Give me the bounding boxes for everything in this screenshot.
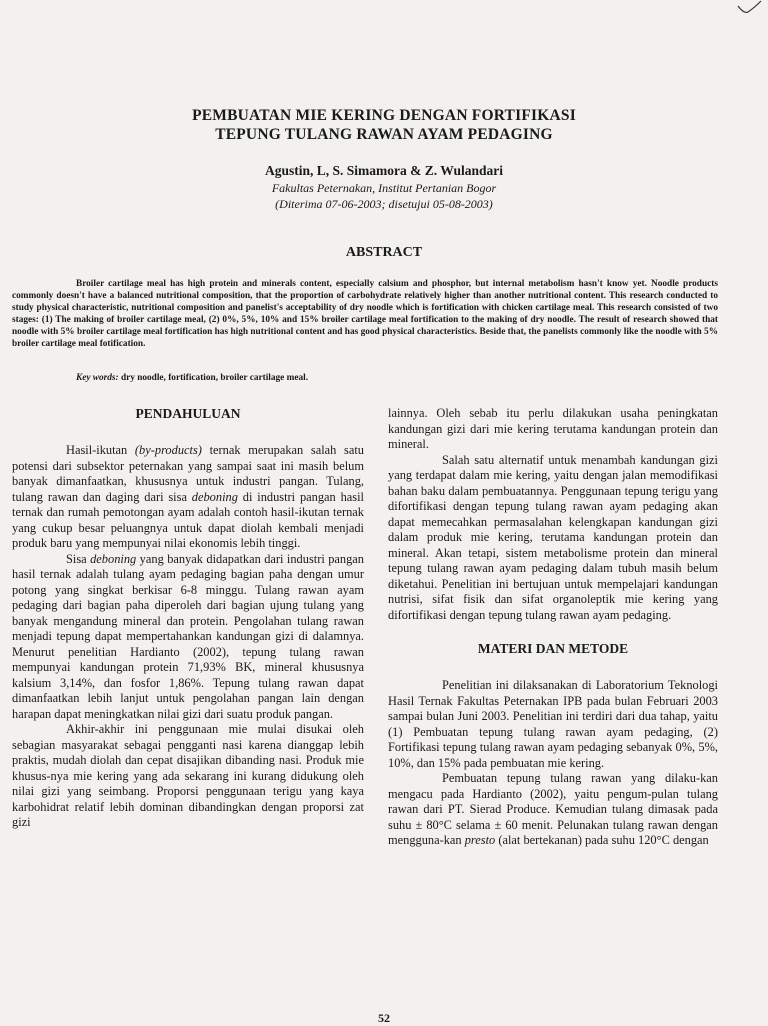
text-run: Pembuatan tepung tulang rawan yang dilaku-kan mengacu pada Hardianto (2002), yaitu pengum-pulan tulang rawan dari PT. Sierad Produce. Kemudian tulang dimasak pada suhu ± 80°C selama ± 60 menit. Pelunakan tulang rawan dengan mengguna-kan: [388, 771, 718, 847]
article-title: [0, 106, 768, 144]
text-run: di industri pangan hasil ternak dan rumah pemotongan ayam adalah contoh hasil-ikutan ternak yang cukup besar peluangnya untuk dapat diolah kembali menjadi produk baru yang mempunyai nilai ekonomis lebih tinggi.: [12, 489, 364, 550]
received-accepted-dates: (Diterima 07-06-2003; disetujui 05-08-2003): [275, 197, 493, 211]
title-line-1: PEMBUATAN MIE KERING DENGAN FORTIFIKASI: [192, 107, 576, 124]
paragraph: [12, 552, 364, 723]
text-run-italic: presto: [464, 833, 496, 847]
paragraph: Penelitian ini dilaksanakan di Laboratorium Teknologi Hasil Ternak Fakultas Peternakan IPB pada bulan Februari 2003 sampai bulan Juni 2003. Penelitian ini terdiri dari dua tahap, yaitu (1) Pembuatan tepung tulang rawan ayam pedaging, (2) Fortifikasi tepung tulang rawan ayam pedaging sebanyak 0%, 5%, 10%, dan 15% pada pembuatan mie kering.: [388, 678, 718, 770]
abstract-text: Broiler cartilage meal has high protein and minerals content, especially calsium and phosphor, but internal metabolism hasn't know yet. Noodle products commonly doesn't have a balanced nutritional composition, that the proportion of carbohydrate relatively higher than another nutritional content. This research conducted to study physical characteristic, nutritional composition and panelist's acceptability of dry noodle which is fortification with chicken cartilage meal. This research consisted of two stages: (1) The making of broiler cartilage meal, (2) 0%, 5%, 10% and 15% broiler cartilage meal fortification to the making of dry noodle. The result of research showed that noodle with 5% broiler cartilage meal fortification has high nutritional content and has good physical characteristics. Beside that, the panelists commonly like the noodle with 5% broiler cartilage meal fotification.: [12, 279, 718, 350]
section-heading-materi-dan-metode: MATERI DAN METODE: [477, 641, 629, 656]
paragraph: [388, 771, 718, 849]
right-column: [388, 406, 718, 849]
keywords-label: Key words:: [76, 373, 119, 383]
title-line-2: TEPUNG TULANG RAWAN AYAM PEDAGING: [215, 126, 553, 143]
paragraph: [12, 443, 364, 552]
text-run: yang banyak didapatkan dari industri pangan hasil ternak adalah tulang ayam pedaging bagian paha dengan umur potong yang singkat berkisar 6-8 minggu. Tulang rawan ayam pedaging dari bagian paha diperoleh dari bagian ujung tulang yang banyak mengandung mineral dan protein. Pengolahan tulang rawan menjadi tepung dapat mempertahankan kandungan gizi di dalamnya. Menurut penelitian Hardianto (2002), tepung tulang rawan mempunyai kandungan protein 71,93% BK, mineral khususnya kalsium 3,14%, dan fosfor 1,86%. Tepung tulang rawan dapat dimanfaatkan lebih lanjut untuk pengolahan pangan lain dengan harapan dapat meningkatkan nilai gizi dari suatu produk pangan.: [12, 551, 365, 721]
text-run: Hasil-ikutan: [66, 443, 135, 457]
text-run: (alat bertekanan) pada suhu 120°C dengan: [495, 833, 709, 847]
paragraph: Salah satu alternatif untuk menambah kandungan gizi yang terdapat dalam mie kering, yaitu dengan jalan memodifikasi bahan baku dalam pembuatannya. Penggunaan tepung terigu yang difortifikasi dengan tepung tulang rawan ayam pedaging akan dapat memecahkan permasalahan kelengkapan kandungan gizi dalam produk mie kering, terutama kandungan protein dan mineral. Akan tetapi, sistem metabolisme protein dan mineral tepung tulang rawan ayam pedaging dalam tubuh masih belum diketahui. Penelitian ini bertujuan untuk mempelajari kandungan nutrisi, sifat fisik dan sifat organoleptik mie kering yang difortifikasi dengan tepung tulang rawan ayam pedaging.: [388, 452, 718, 622]
keywords-text: dry noodle, fortification, broiler cartilage meal.: [120, 373, 309, 383]
text-run-italic: deboning: [90, 551, 137, 566]
authors: Agustin, L, S. Simamora & Z. Wulandari: [264, 163, 504, 178]
text-run: Sisa: [66, 551, 91, 566]
paragraph: lainnya. Oleh sebab itu perlu dilakukan usaha peningkatan kandungan gizi dari mie kering terutama kandungan protein dan mineral.: [388, 406, 718, 451]
keywords: [76, 373, 308, 383]
paragraph: Akhir-akhir ini penggunaan mie mulai disukai oleh sebagian masyarakat sebagai pengganti nasi karena dianggap lebih praktis, mudah diolah dan cepat disajikan dibanding nasi. Produk mie khusus-nya mie kering yang ada sekarang ini kurang didukung oleh nilai gizi yang seimbang. Proporsi penggunaan terigu yang kaya karbohidrat relatif lebih dominan dibandingkan dengan proporsi zat gizi: [12, 722, 364, 829]
text-run-italic: (by-products): [134, 443, 202, 457]
affiliation: Fakultas Peternakan, Institut Pertanian Bogor: [271, 181, 497, 195]
abstract-heading: ABSTRACT: [345, 245, 423, 260]
page-number: 52: [378, 1011, 390, 1025]
text-run-italic: deboning: [191, 489, 238, 504]
section-heading-pendahuluan: PENDAHULUAN: [135, 406, 241, 421]
checkmark-icon: [736, 0, 762, 18]
text-run: ternak merupakan salah satu potensi dari subsektor peternakan yang sampai saat ini masih belum banyak dimanfaatkan, khususnya untuk industri pangan. Tulang, tulang rawan dan daging dari sisa: [12, 443, 364, 504]
left-column: [12, 406, 364, 831]
